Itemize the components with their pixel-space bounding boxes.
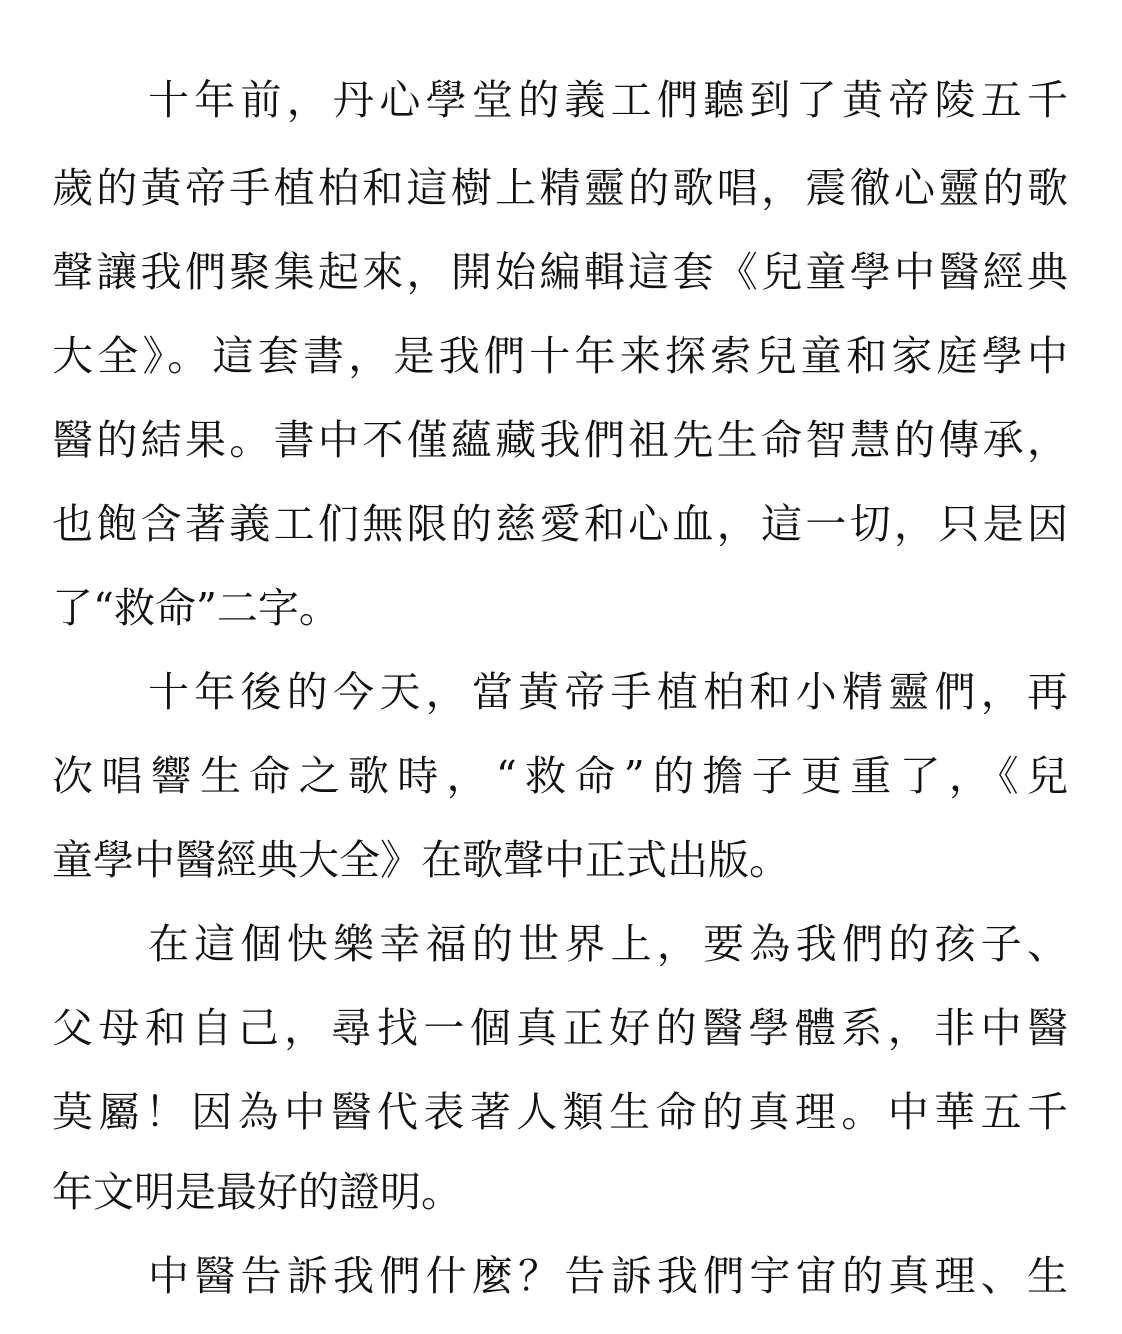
paragraph-1-line-6: 也飽含著義工们無限的慈愛和心血，這一切，只是因: [52, 500, 1068, 548]
paragraph-1-line-4: 大全》。這套書，是我們十年来探索兒童和家庭學中: [52, 332, 1068, 380]
paragraph-2-line-3: 童學中醫經典大全》在歌聲中正式出版。: [52, 836, 790, 884]
paragraph-4-line-1: 中醫告訴我們什麼？告訴我們宇宙的真理、生: [148, 1252, 1068, 1300]
paragraph-1-line-2: 歲的黃帝手植柏和這樹上精靈的歌唱，震徹心靈的歌: [52, 164, 1068, 212]
paragraph-1-line-1: 十年前，丹心學堂的義工們聽到了黄帝陵五千: [148, 76, 1068, 124]
paragraph-2-line-1: 十年後的今天，當黃帝手植柏和小精靈們，再: [148, 668, 1068, 716]
paragraph-3-line-4: 年文明是最好的證明。: [52, 1168, 462, 1216]
paragraph-1-line-7: 了“救命”二字。: [52, 584, 340, 632]
paragraph-3-line-1: 在這個快樂幸福的世界上，要為我們的孩子、: [148, 920, 1068, 968]
paragraph-1-line-5: 醫的結果。書中不僅蘊藏我們祖先生命智慧的傳承，: [52, 416, 1068, 464]
paragraph-3-line-2: 父母和自己，尋找一個真正好的醫學體系，非中醫: [52, 1004, 1068, 1052]
paragraph-2-line-2: 次唱響生命之歌時，“救命”的擔子更重了，《兒: [52, 752, 1068, 800]
paragraph-3-line-3: 莫屬！因為中醫代表著人類生命的真理。中華五千: [52, 1088, 1068, 1136]
paragraph-1-line-3: 聲讓我們聚集起來，開始編輯這套《兒童學中醫經典: [52, 248, 1068, 296]
